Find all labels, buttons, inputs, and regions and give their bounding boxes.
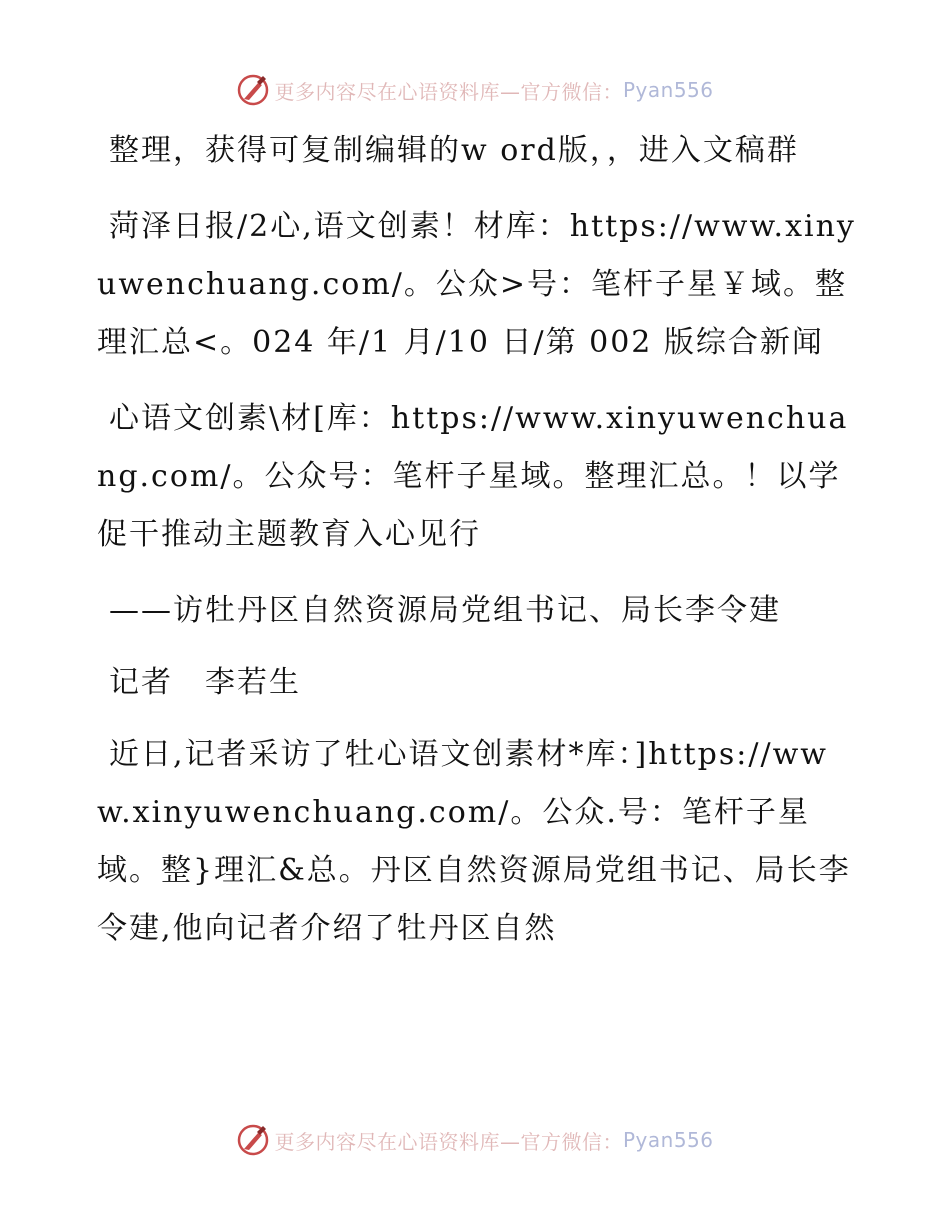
paragraph-subtitle: ——访牡丹区自然资源局党组书记、局长李令建	[109, 593, 781, 628]
footer-watermark	[0, 1120, 950, 1160]
document-body	[97, 122, 857, 958]
pen-logo-icon	[236, 73, 270, 107]
paragraph-body: 近日,记者采访了牡心语文创素材*库：]https://www.xinyuwenchuang.com/。公众.号：笔杆子星域。整}理汇&总。丹区自然资源局党组书记、局长李令建,他向记者介绍了牡丹区自然	[97, 737, 851, 946]
paragraph-headline: 心语文创素\材[库：https://www.xinyuwenchuang.com/。公众号：笔杆子星域。整理汇总。！以学促干推动主题教育入心见行	[97, 401, 849, 552]
watermark-text: 更多内容尽在心语资料库—官方微信：	[274, 79, 623, 104]
pen-logo-icon	[236, 1123, 270, 1157]
paragraph-byline: 记者 李若生	[109, 665, 301, 700]
paragraph-source: 菏泽日报/2心,语文创素！材库：https://www.xinyuwenchuang.com/。公众>号：笔杆子星￥域。整理汇总<。024 年/1 月/10 日/第 002 版综合新闻	[97, 209, 856, 360]
watermark-text: 更多内容尽在心语资料库—官方微信：	[274, 1129, 623, 1154]
watermark-wechat-id: Pyan556	[622, 1128, 714, 1152]
paragraph-intro: 整理，获得可复制编辑的w ord版，，进入文稿群	[109, 133, 799, 168]
watermark-wechat-id: Pyan556	[622, 78, 714, 102]
header-watermark	[0, 70, 950, 110]
